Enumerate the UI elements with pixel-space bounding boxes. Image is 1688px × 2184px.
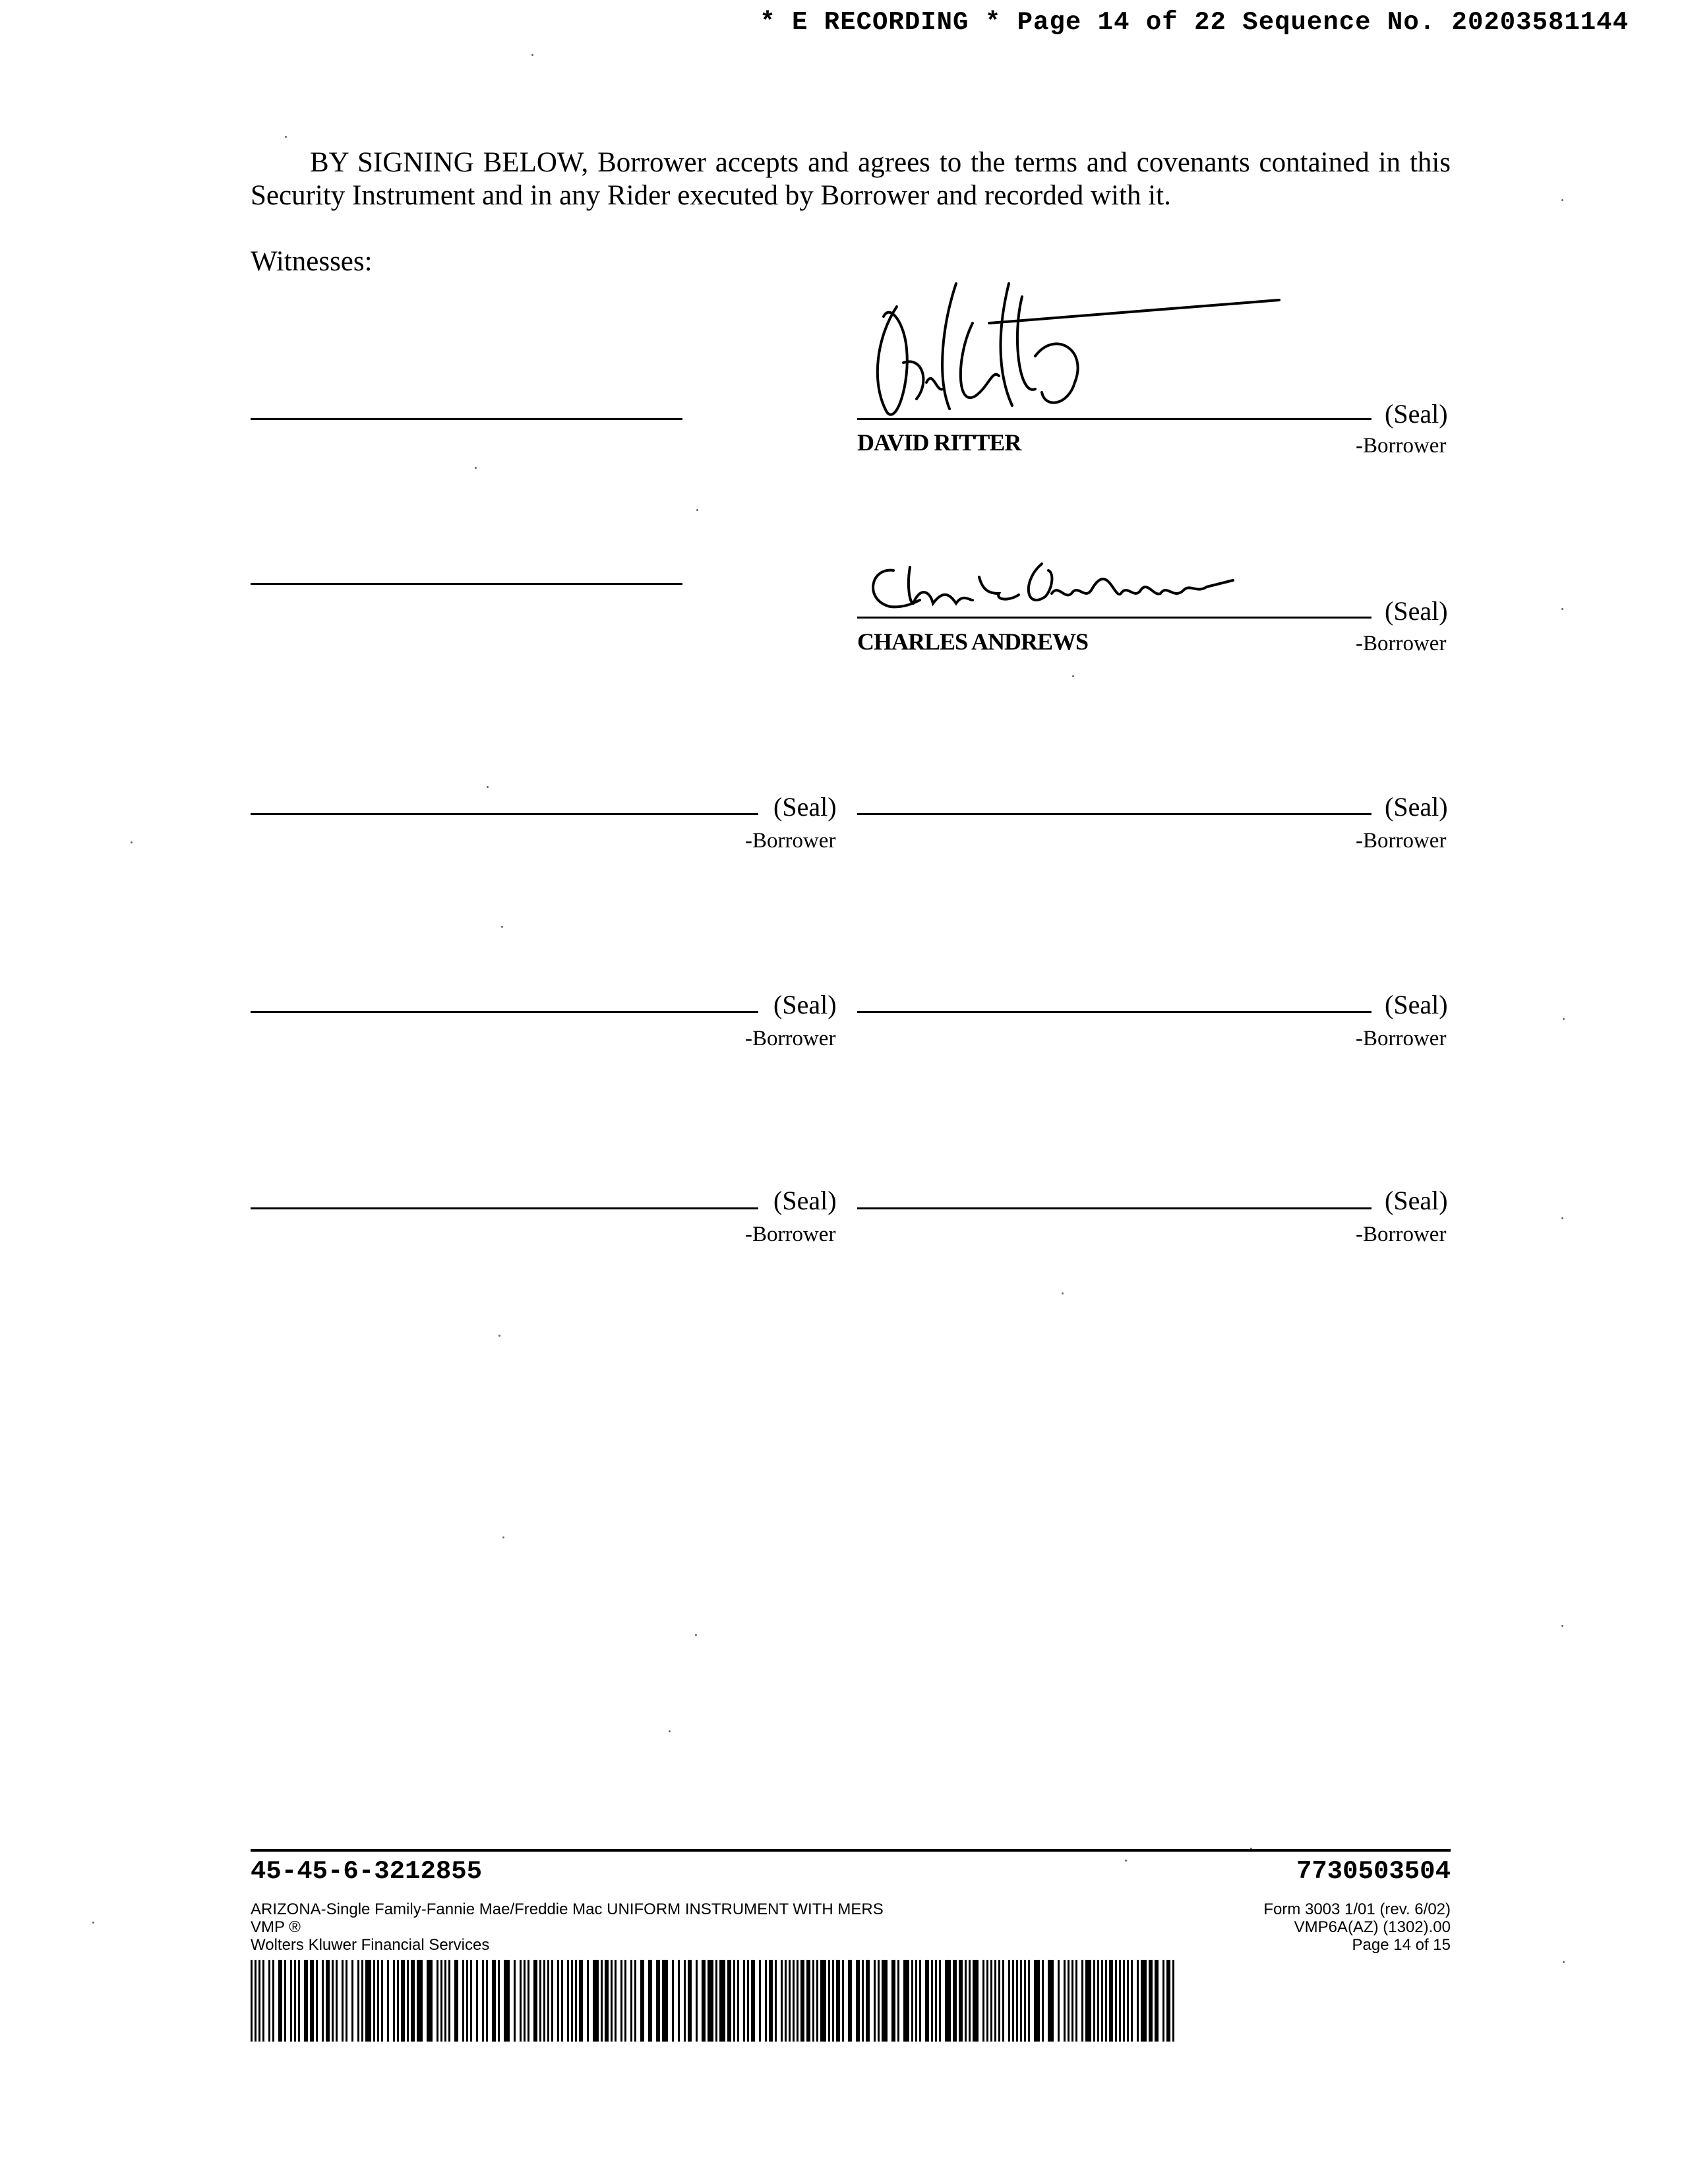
barcode-bar <box>1093 1960 1095 2042</box>
acceptance-text: BY SIGNING BELOW, Borrower accepts and agrees to the terms and covenants contained in this Security Instrument and in any Rider executed by Borrower and recorded with it. <box>251 147 1451 211</box>
barcode-bar <box>793 1960 795 2042</box>
barcode-bar <box>719 1960 725 2042</box>
barcode-bar <box>634 1960 636 2042</box>
barcode-bar <box>561 1960 563 2042</box>
barcode-bar <box>615 1960 617 2042</box>
witness-line-2 <box>251 583 682 585</box>
barcode-bar <box>547 1960 549 2042</box>
barcode-bar <box>781 1960 783 2042</box>
barcode-bar <box>593 1960 599 2042</box>
barcode-bar <box>986 1960 988 2042</box>
barcode-bar <box>836 1960 840 2042</box>
barcode-bar <box>994 1960 996 2042</box>
barcode <box>251 1960 1180 2042</box>
barcode-bar <box>891 1960 895 2042</box>
borrower-role-5-right: -Borrower <box>1356 1223 1447 1246</box>
barcode-bar <box>816 1960 818 2042</box>
barcode-bar <box>925 1960 929 2042</box>
barcode-bar <box>342 1960 344 2042</box>
barcode-bar <box>571 1960 573 2042</box>
barcode-bar <box>605 1960 609 2042</box>
barcode-bar <box>361 1960 363 2042</box>
scan-speck <box>669 1730 671 1732</box>
barcode-bar <box>812 1960 814 2042</box>
barcode-bar <box>440 1960 442 2042</box>
barcode-bar <box>820 1960 826 2042</box>
barcode-bar <box>765 1960 767 2042</box>
barcode-bar <box>648 1960 652 2042</box>
barcode-bar <box>1028 1960 1030 2042</box>
loan-number: 45-45-6-3212855 <box>251 1857 483 1886</box>
signature-line-4-left <box>251 1011 758 1013</box>
footer-rule <box>251 1849 1451 1852</box>
barcode-bar <box>982 1960 984 2042</box>
barcode-bar <box>969 1960 971 2042</box>
barcode-bar <box>514 1960 516 2042</box>
barcode-bar <box>965 1960 967 2042</box>
barcode-bar <box>316 1960 318 2042</box>
barcode-bar <box>417 1960 423 2042</box>
barcode-bar <box>715 1960 717 2042</box>
barcode-bar <box>882 1960 888 2042</box>
barcode-bar <box>662 1960 668 2042</box>
barcode-bar <box>310 1960 314 2042</box>
barcode-bar <box>437 1960 438 2042</box>
barcode-bar <box>551 1960 553 2042</box>
barcode-bar <box>504 1960 510 2042</box>
barcode-bar <box>381 1960 383 2042</box>
barcode-bar <box>284 1960 286 2042</box>
barcode-bar <box>785 1960 787 2042</box>
scan-speck <box>1561 1625 1563 1627</box>
barcode-bar <box>1162 1960 1164 2042</box>
barcode-bar <box>543 1960 545 2042</box>
seal-label-1: (Seal) <box>1385 399 1448 429</box>
form-code: VMP6A(AZ) (1302).00 <box>1294 1918 1451 1936</box>
borrower-role-3-right: -Borrower <box>1356 829 1447 853</box>
seal-label-2: (Seal) <box>1385 596 1448 626</box>
barcode-bar <box>1137 1960 1139 2042</box>
barcode-bar <box>919 1960 921 2042</box>
borrower-role-2: -Borrower <box>1356 632 1447 655</box>
barcode-bar <box>492 1960 496 2042</box>
scan-speck <box>1561 608 1563 610</box>
barcode-bar <box>688 1960 692 2042</box>
barcode-bar <box>973 1960 979 2042</box>
scan-speck <box>1563 1018 1565 1020</box>
barcode-bar <box>939 1960 941 2042</box>
barcode-bar <box>747 1960 749 2042</box>
barcode-bar <box>1048 1960 1054 2042</box>
barcode-bar <box>365 1960 371 2042</box>
barcode-bar <box>630 1960 632 2042</box>
barcode-bar <box>1109 1960 1113 2042</box>
borrower-role-5-left: -Borrower <box>745 1223 836 1246</box>
barcode-bar <box>624 1960 626 2042</box>
barcode-bar <box>696 1960 698 2042</box>
scan-speck <box>1062 1292 1064 1294</box>
vmp-mark: VMP ® <box>251 1918 301 1936</box>
barcode-bar <box>1058 1960 1060 2042</box>
borrower-role-3-left: -Borrower <box>745 829 836 853</box>
signature-line-2 <box>857 617 1372 619</box>
barcode-bar <box>1042 1960 1044 2042</box>
barcode-bar <box>579 1960 583 2042</box>
barcode-bar <box>1119 1960 1121 2042</box>
scan-speck <box>501 926 503 928</box>
barcode-bar <box>397 1960 399 2042</box>
acceptance-paragraph <box>251 146 1451 212</box>
barcode-bar <box>1071 1960 1073 2042</box>
barcode-bar <box>1115 1960 1117 2042</box>
barcode-bar <box>1123 1960 1125 2042</box>
barcode-bar <box>672 1960 674 2042</box>
barcode-bar <box>911 1960 913 2042</box>
signature-line-5-left <box>251 1207 758 1209</box>
barcode-bar <box>1149 1960 1153 2042</box>
barcode-bar <box>931 1960 933 2042</box>
witnesses-label: Witnesses: <box>251 246 373 277</box>
barcode-bar <box>769 1960 773 2042</box>
page-label: Page 14 of 15 <box>1352 1936 1451 1954</box>
barcode-bar <box>351 1960 353 2042</box>
barcode-bar <box>272 1960 274 2042</box>
seal-label-3-right: (Seal) <box>1385 792 1448 822</box>
barcode-bar <box>1131 1960 1133 2042</box>
witness-line-1 <box>251 418 682 420</box>
barcode-bar <box>1008 1960 1010 2042</box>
barcode-bar <box>448 1960 450 2042</box>
barcode-bar <box>454 1960 458 2042</box>
form-number: Form 3003 1/01 (rev. 6/02) <box>1263 1900 1451 1918</box>
barcode-bar <box>258 1960 260 2042</box>
barcode-bar <box>444 1960 446 2042</box>
barcode-bar <box>1016 1960 1018 2042</box>
scan-speck <box>487 786 489 788</box>
barcode-bar <box>387 1960 389 2042</box>
barcode-bar <box>800 1960 804 2042</box>
barcode-bar <box>322 1960 324 2042</box>
signature-line-3-left <box>251 813 758 815</box>
barcode-bar <box>1105 1960 1107 2042</box>
barcode-bar <box>373 1960 375 2042</box>
min-number: 7730503504 <box>1296 1857 1451 1886</box>
barcode-bar <box>332 1960 334 2042</box>
barcode-bar <box>775 1960 777 2042</box>
barcode-bar <box>524 1960 526 2042</box>
signature-line-1 <box>857 418 1372 420</box>
barcode-bar <box>866 1960 870 2042</box>
barcode-bar <box>466 1960 468 2042</box>
barcode-bar <box>1024 1960 1026 2042</box>
barcode-bar <box>575 1960 577 2042</box>
barcode-bar <box>897 1960 899 2042</box>
barcode-bar <box>401 1960 405 2042</box>
barcode-bar <box>998 1960 1000 2042</box>
scan-speck <box>502 1536 504 1538</box>
barcode-bar <box>620 1960 622 2042</box>
barcode-bar <box>848 1960 852 2042</box>
seal-label-3-left: (Seal) <box>773 792 837 822</box>
scan-speck <box>1125 1860 1127 1862</box>
barcode-bar <box>990 1960 992 2042</box>
barcode-bar <box>806 1960 810 2042</box>
barcode-bar <box>268 1960 270 2042</box>
barcode-bar <box>336 1960 338 2042</box>
barcode-bar <box>533 1960 537 2042</box>
barcode-bar <box>862 1960 864 2042</box>
signature-line-5-right <box>857 1207 1372 1209</box>
barcode-bar <box>476 1960 478 2042</box>
barcode-bar <box>789 1960 791 2042</box>
barcode-bar <box>878 1960 880 2042</box>
barcode-bar <box>1155 1960 1159 2042</box>
barcode-bar <box>797 1960 799 2042</box>
barcode-bar <box>727 1960 731 2042</box>
scan-speck <box>1563 1961 1565 1963</box>
barcode-bar <box>601 1960 603 2042</box>
scan-speck <box>498 1335 500 1337</box>
barcode-bar <box>842 1960 844 2042</box>
barcode-bar <box>945 1960 951 2042</box>
barcode-bar <box>708 1960 713 2042</box>
barcode-bar <box>702 1960 706 2042</box>
scan-speck <box>1561 199 1563 201</box>
barcode-bar <box>733 1960 735 2042</box>
barcode-bar <box>935 1960 937 2042</box>
barcode-bar <box>953 1960 957 2042</box>
barcode-bar <box>427 1960 433 2042</box>
barcode-bar <box>759 1960 761 2042</box>
barcode-bar <box>1127 1960 1129 2042</box>
scan-speck <box>1072 675 1074 677</box>
barcode-bar <box>520 1960 522 2042</box>
barcode-bar <box>1097 1960 1099 2042</box>
barcode-bar <box>828 1960 830 2042</box>
barcode-bar <box>1085 1960 1091 2042</box>
signature-david-ritter <box>857 277 1306 429</box>
barcode-bar <box>298 1960 300 2042</box>
barcode-bar <box>262 1960 264 2042</box>
scan-speck <box>285 136 287 138</box>
barcode-bar <box>357 1960 359 2042</box>
barcode-bar <box>611 1960 613 2042</box>
footer-left-block <box>251 1900 884 1954</box>
seal-label-4-left: (Seal) <box>773 990 837 1019</box>
scan-speck <box>1561 1217 1563 1219</box>
signer-name-1: DAVID RITTER <box>857 429 1021 456</box>
barcode-bar <box>684 1960 686 2042</box>
seal-label-5-right: (Seal) <box>1385 1186 1448 1215</box>
publisher-name: Wolters Kluwer Financial Services <box>251 1936 490 1954</box>
barcode-bar <box>1101 1960 1103 2042</box>
barcode-bar <box>255 1960 256 2042</box>
barcode-bar <box>393 1960 395 2042</box>
barcode-bar <box>528 1960 529 2042</box>
barcode-bar <box>326 1960 330 2042</box>
barcode-bar <box>407 1960 409 2042</box>
borrower-role-4-right: -Borrower <box>1356 1027 1447 1050</box>
barcode-bar <box>498 1960 500 2042</box>
scan-speck <box>695 1634 697 1636</box>
borrower-role-1: -Borrower <box>1356 434 1447 458</box>
borrower-role-4-left: -Borrower <box>745 1027 836 1050</box>
barcode-bar <box>290 1960 292 2042</box>
barcode-bar <box>737 1960 739 2042</box>
recording-header: * E RECORDING * Page 14 of 22 Sequence No. 20203581144 <box>760 8 1629 37</box>
barcode-bar <box>874 1960 876 2042</box>
barcode-bar <box>656 1960 660 2042</box>
barcode-bar <box>294 1960 296 2042</box>
signer-name-2: CHARLES ANDREWS <box>857 628 1089 655</box>
barcode-bar <box>640 1960 644 2042</box>
barcode-bar <box>278 1960 282 2042</box>
scan-speck <box>92 1922 94 1924</box>
barcode-bar <box>678 1960 680 2042</box>
seal-label-4-right: (Seal) <box>1385 990 1448 1019</box>
barcode-bar <box>539 1960 541 2042</box>
barcode-bar <box>251 1960 253 2042</box>
barcode-bar <box>1034 1960 1040 2042</box>
barcode-bar <box>915 1960 917 2042</box>
barcode-bar <box>346 1960 347 2042</box>
barcode-bar <box>470 1960 472 2042</box>
barcode-bar <box>486 1960 488 2042</box>
barcode-bar <box>557 1960 559 2042</box>
barcode-bar <box>1075 1960 1077 2042</box>
barcode-bar <box>743 1960 745 2042</box>
signature-charles-andrews <box>857 554 1266 620</box>
signature-line-4-right <box>857 1011 1372 1013</box>
barcode-bar <box>1172 1960 1174 2042</box>
barcode-bar <box>304 1960 308 2042</box>
barcode-bar <box>462 1960 464 2042</box>
barcode-bar <box>1141 1960 1147 2042</box>
barcode-bar <box>856 1960 860 2042</box>
signature-line-3-right <box>857 813 1372 815</box>
barcode-bar <box>1012 1960 1014 2042</box>
barcode-bar <box>411 1960 415 2042</box>
scan-speck <box>131 841 133 843</box>
barcode-bar <box>1068 1960 1070 2042</box>
scan-speck <box>696 509 698 511</box>
barcode-bar <box>1002 1960 1004 2042</box>
barcode-bar <box>751 1960 755 2042</box>
barcode-bar <box>903 1960 909 2042</box>
barcode-bar <box>587 1960 589 2042</box>
barcode-bar <box>832 1960 834 2042</box>
barcode-bar <box>1166 1960 1170 2042</box>
barcode-bar <box>567 1960 569 2042</box>
scan-speck <box>475 467 477 469</box>
barcode-bar <box>1020 1960 1022 2042</box>
barcode-bar <box>959 1960 963 2042</box>
seal-label-5-left: (Seal) <box>773 1186 837 1215</box>
barcode-bar <box>1064 1960 1066 2042</box>
barcode-bar <box>377 1960 379 2042</box>
scan-speck <box>531 54 533 56</box>
form-title: ARIZONA-Single Family-Fannie Mae/Freddie Mac UNIFORM INSTRUMENT WITH MERS <box>251 1900 884 1918</box>
footer-right-block <box>1263 1900 1451 1954</box>
barcode-bar <box>1081 1960 1083 2042</box>
barcode-bar <box>482 1960 484 2042</box>
